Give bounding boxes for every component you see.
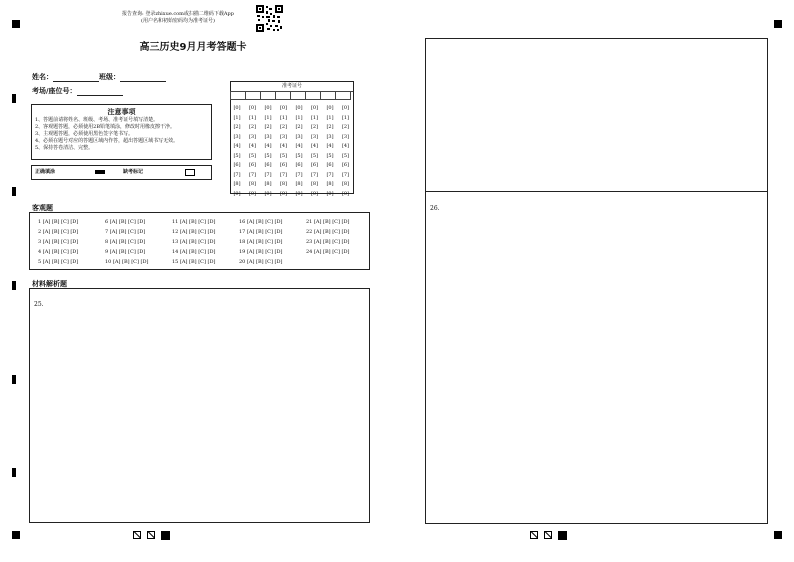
exam-id-bubble[interactable]: [7] — [279, 171, 288, 178]
objective-question[interactable]: 23 [A] [B] [C] [D] — [306, 239, 350, 245]
exam-id-bubble[interactable]: [6] — [326, 162, 334, 168]
exam-id-digit-cell[interactable] — [306, 92, 321, 100]
exam-id-bubble[interactable]: [9] — [248, 190, 257, 197]
exam-id-bubble[interactable]: [5] — [264, 152, 272, 159]
exam-id-bubble[interactable]: [9] — [341, 190, 350, 197]
notes-box — [31, 104, 212, 160]
exam-id-bubble[interactable]: [0] — [326, 105, 334, 111]
exam-id-bubble[interactable]: [1] — [233, 114, 241, 121]
question-number-26: 26. — [430, 205, 440, 212]
exam-id-bubble[interactable]: [6] — [279, 162, 288, 168]
objective-question[interactable]: 13 [A] [B] [C] [D] — [172, 239, 216, 245]
qr-code-icon — [256, 5, 283, 32]
exam-id-bubble[interactable]: [9] — [326, 190, 334, 197]
exam-id-bubble[interactable]: [7] — [326, 171, 334, 178]
exam-id-column — [263, 104, 273, 199]
corner-mark-top-right — [774, 20, 782, 28]
exam-id-column — [310, 104, 320, 199]
objective-title: 客观题 — [32, 204, 53, 212]
exam-id-bubble[interactable]: [3] — [326, 133, 334, 140]
exam-id-bubble[interactable]: [5] — [279, 152, 288, 159]
objective-question[interactable]: 9 [A] [B] [C] [D] — [105, 249, 146, 255]
note-item: 1、答题前请将姓名、班级、考场、准考证号填写清楚。 — [35, 117, 159, 123]
seat-info — [32, 86, 123, 96]
page-code-icon — [530, 531, 538, 539]
exam-id-digit-cell[interactable] — [336, 92, 351, 100]
exam-id-bubble[interactable]: [1] — [264, 114, 272, 121]
exam-id-bubble[interactable]: [9] — [310, 190, 319, 197]
name-field[interactable] — [53, 81, 99, 82]
correct-fill-label: 正确填涂 — [35, 169, 56, 175]
exam-id-bubble[interactable]: [7] — [295, 171, 303, 178]
exam-id-bubble[interactable]: [4] — [341, 143, 350, 149]
material-title: 材料解析题 — [32, 280, 67, 288]
timing-mark — [12, 281, 16, 290]
objective-question[interactable]: 1 [A] [B] [C] [D] — [38, 219, 79, 225]
exam-id-bubble[interactable]: [7] — [310, 171, 319, 178]
exam-id-bubble[interactable]: [9] — [233, 190, 241, 197]
exam-id-bubble[interactable]: [4] — [310, 143, 319, 149]
exam-id-bubble[interactable]: [2] — [310, 124, 319, 130]
exam-id-bubble[interactable]: [4] — [295, 143, 303, 149]
exam-id-digit-cell[interactable] — [231, 92, 246, 100]
exam-id-bubble[interactable]: [1] — [248, 114, 257, 121]
corner-mark-bottom-left — [12, 531, 20, 539]
exam-id-column — [279, 104, 289, 199]
exam-id-digit-cell[interactable] — [276, 92, 291, 100]
exam-id-digit-cell[interactable] — [291, 92, 306, 100]
exam-id-bubble[interactable]: [7] — [233, 171, 241, 178]
exam-id-bubble[interactable]: [2] — [341, 124, 350, 130]
seat-field[interactable] — [77, 95, 123, 96]
exam-id-bubble[interactable]: [1] — [310, 114, 319, 121]
correct-fill-sample — [95, 170, 105, 174]
exam-id-bubble[interactable]: [8] — [310, 181, 319, 187]
exam-id-bubble[interactable]: [0] — [341, 105, 350, 111]
exam-id-bubble[interactable]: [9] — [264, 190, 272, 197]
exam-id-bubble[interactable]: [2] — [326, 124, 334, 130]
objective-column — [306, 217, 349, 257]
exam-id-bubble[interactable]: [7] — [341, 171, 350, 178]
notes-list — [32, 117, 211, 152]
objective-question[interactable]: 11 [A] [B] [C] [D] — [172, 219, 216, 225]
exam-id-bubble[interactable]: [7] — [248, 171, 257, 178]
page-code-icon — [133, 531, 141, 539]
note-item: 4、必须在题号对应的答题区域内作答，超出答题区域书写无效。 — [35, 138, 179, 144]
page-title: 高三历史9月月考答题卡 — [139, 42, 247, 53]
exam-id-bubble[interactable]: [8] — [264, 181, 272, 187]
exam-id-bubble[interactable]: [4] — [326, 143, 334, 149]
objective-question[interactable]: 8 [A] [B] [C] [D] — [105, 239, 146, 245]
exam-id-bubble[interactable]: [8] — [279, 181, 288, 187]
exam-id-title: 准考证号 — [231, 82, 353, 92]
objective-question[interactable]: 21 [A] [B] [C] [D] — [306, 219, 350, 225]
question-number-25: 25. — [34, 301, 44, 308]
exam-id-bubble[interactable]: [1] — [341, 114, 350, 121]
exam-id-bubble[interactable]: [0] — [310, 105, 319, 111]
student-info — [32, 72, 166, 82]
corner-mark-top-left — [12, 20, 20, 28]
exam-id-bubble[interactable]: [2] — [279, 124, 288, 130]
objective-question[interactable]: 7 [A] [B] [C] [D] — [105, 229, 146, 235]
class-label: 班级： — [99, 73, 120, 81]
exam-id-bubble[interactable]: [0] — [264, 105, 272, 111]
note-item: 2、客观题答题，必须使用2B铅笔填涂，修改时用橡皮擦干净。 — [35, 124, 176, 130]
exam-id-column — [248, 104, 258, 199]
exam-id-bubble[interactable]: [0] — [248, 105, 257, 111]
objective-question[interactable]: 3 [A] [B] [C] [D] — [38, 239, 79, 245]
objective-question[interactable]: 22 [A] [B] [C] [D] — [306, 229, 350, 235]
notes-title: 注意事项 — [107, 108, 136, 116]
exam-id-digit-cell[interactable] — [261, 92, 276, 100]
fill-example-box — [31, 165, 212, 180]
exam-id-bubble[interactable]: [6] — [310, 162, 319, 168]
page-code-fill — [558, 531, 567, 540]
objective-question[interactable]: 19 [A] [B] [C] [D] — [239, 249, 283, 255]
objective-box — [29, 212, 370, 270]
exam-id-bubble[interactable]: [6] — [264, 162, 272, 168]
absent-mark-label: 缺考标记 — [123, 169, 144, 175]
note-item: 3、主观题答题，必须使用黑色签字笔书写。 — [35, 131, 134, 137]
exam-id-bubble[interactable]: [6] — [233, 162, 241, 168]
objective-question[interactable]: 6 [A] [B] [C] [D] — [105, 219, 146, 225]
note-item: 5、保持答卷清洁、完整。 — [35, 145, 94, 151]
exam-id-write-row — [230, 91, 351, 100]
objective-column — [239, 217, 282, 267]
exam-id-bubble[interactable]: [8] — [341, 181, 350, 187]
objective-question[interactable]: 16 [A] [B] [C] [D] — [239, 219, 283, 225]
objective-column — [38, 217, 78, 267]
objective-question[interactable]: 10 [A] [B] [C] [D] — [105, 259, 149, 265]
exam-id-bubble[interactable]: [0] — [233, 105, 241, 111]
exam-id-bubble[interactable]: [0] — [279, 105, 288, 111]
page-code-icon — [147, 531, 155, 539]
exam-id-bubble[interactable]: [6] — [248, 162, 257, 168]
absent-checkbox[interactable] — [185, 169, 195, 176]
exam-id-bubble[interactable]: [8] — [295, 181, 303, 187]
exam-id-bubble[interactable]: [3] — [295, 133, 303, 140]
exam-id-column — [232, 104, 242, 199]
exam-id-bubble[interactable]: [5] — [233, 152, 241, 159]
timing-mark — [12, 375, 16, 384]
seat-label: 考场/座位号： — [32, 87, 77, 95]
exam-id-bubble[interactable]: [2] — [295, 124, 303, 130]
objective-question[interactable]: 15 [A] [B] [C] [D] — [172, 259, 216, 265]
exam-id-bubble[interactable]: [4] — [279, 143, 288, 149]
report-notice: 报告查询: 登录zhixue.com或扫描二维码下载App (用户名和初始密码均为准考证号) — [122, 11, 234, 24]
objective-question[interactable]: 5 [A] [B] [C] [D] — [38, 259, 79, 265]
objective-question[interactable]: 2 [A] [B] [C] [D] — [38, 229, 79, 235]
exam-id-column — [341, 104, 351, 199]
objective-question[interactable]: 18 [A] [B] [C] [D] — [239, 239, 283, 245]
exam-id-bubble[interactable]: [3] — [310, 133, 319, 140]
exam-id-bubble[interactable]: [5] — [248, 152, 257, 159]
exam-id-bubble[interactable]: [5] — [326, 152, 334, 159]
answer-box-25[interactable] — [29, 288, 370, 523]
exam-id-bubble[interactable]: [3] — [279, 133, 288, 140]
corner-mark-bottom-right — [774, 531, 782, 539]
answer-box-26[interactable] — [425, 191, 768, 524]
page-code-fill — [161, 531, 170, 540]
exam-id-bubble[interactable]: [2] — [248, 124, 257, 130]
exam-id-bubble[interactable]: [4] — [248, 143, 257, 149]
exam-id-bubble[interactable]: [7] — [264, 171, 272, 178]
exam-id-bubble[interactable]: [1] — [295, 114, 303, 121]
exam-id-bubble[interactable]: [1] — [279, 114, 288, 121]
class-field[interactable] — [120, 81, 166, 82]
objective-question[interactable]: 4 [A] [B] [C] [D] — [38, 249, 79, 255]
exam-id-bubble[interactable]: [8] — [248, 181, 257, 187]
objective-column — [105, 217, 148, 267]
exam-id-bubble[interactable]: [3] — [233, 133, 241, 140]
exam-id-bubble[interactable]: [4] — [264, 143, 272, 149]
exam-id-bubble[interactable]: [2] — [264, 124, 272, 130]
exam-id-bubble[interactable]: [5] — [341, 152, 350, 159]
objective-question[interactable]: 17 [A] [B] [C] [D] — [239, 229, 283, 235]
exam-id-bubble[interactable]: [8] — [233, 181, 241, 187]
timing-mark — [12, 468, 16, 477]
objective-question[interactable]: 14 [A] [B] [C] [D] — [172, 249, 216, 255]
objective-column — [172, 217, 215, 267]
exam-id-bubble[interactable]: [1] — [326, 114, 334, 121]
exam-id-digit-cell[interactable] — [321, 92, 336, 100]
exam-id-bubble[interactable]: [2] — [233, 124, 241, 130]
exam-id-column — [294, 104, 304, 199]
exam-id-bubble[interactable]: [5] — [295, 152, 303, 159]
exam-id-bubble[interactable]: [8] — [326, 181, 334, 187]
exam-id-bubble[interactable]: [9] — [295, 190, 303, 197]
exam-id-bubble[interactable]: [0] — [295, 105, 303, 111]
exam-id-bubble[interactable]: [5] — [310, 152, 319, 159]
exam-id-digit-cell[interactable] — [246, 92, 261, 100]
objective-question[interactable]: 24 [A] [B] [C] [D] — [306, 249, 350, 255]
exam-id-bubble[interactable]: [6] — [295, 162, 303, 168]
timing-mark — [12, 94, 16, 103]
exam-id-column — [325, 104, 335, 199]
timing-mark — [12, 187, 16, 196]
answer-box-continued[interactable] — [425, 38, 768, 192]
exam-id-bubble[interactable]: [6] — [341, 162, 350, 168]
exam-id-bubble[interactable]: [3] — [341, 133, 350, 140]
exam-id-bubble[interactable]: [3] — [248, 133, 257, 140]
objective-question[interactable]: 20 [A] [B] [C] [D] — [239, 259, 283, 265]
page-code-icon — [544, 531, 552, 539]
exam-id-bubble[interactable]: [3] — [264, 133, 272, 140]
objective-question[interactable]: 12 [A] [B] [C] [D] — [172, 229, 216, 235]
name-label: 姓名： — [32, 73, 53, 81]
exam-id-bubble[interactable]: [4] — [233, 143, 241, 149]
exam-id-bubble[interactable]: [9] — [279, 190, 288, 197]
